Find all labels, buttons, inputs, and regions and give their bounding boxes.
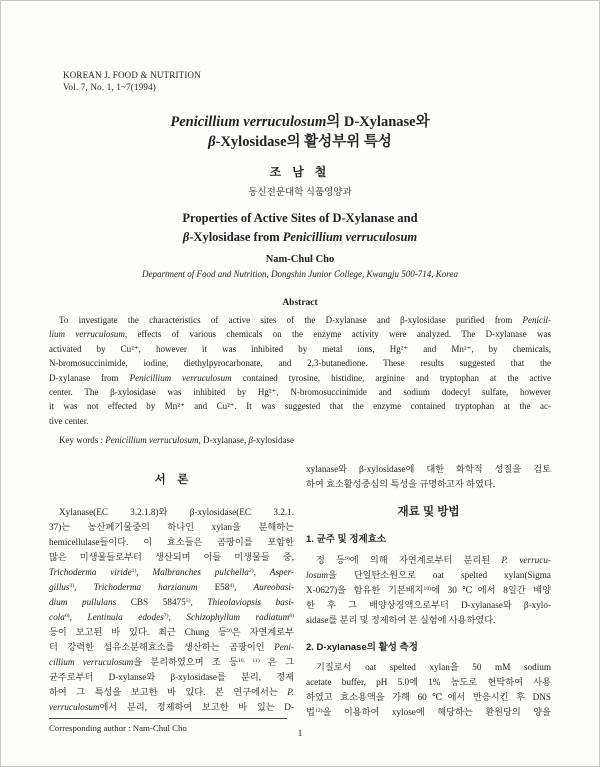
text-line: 한 후 그 배양상징액으로부터 D-xylanase와 β-xylo- xyxy=(306,599,551,610)
page-number: 1 xyxy=(297,729,303,739)
abstract-heading: Abstract xyxy=(282,298,318,308)
abstract-text xyxy=(49,313,551,428)
text-line: xylanase와 β-xylosidase에 대한 화학적 성질을 검토 xyxy=(306,463,551,474)
text-line: 정 등$^{9)}$에 의해 자연계로부터 분리된 P. verrucu- xyxy=(316,554,551,565)
page-content xyxy=(49,112,551,734)
text-line: D-xylanase from Penicillium verruculosum contained tyrosine, histidine, arginine and tryptophan at the active xyxy=(49,372,551,383)
text-line: Key words : Penicillium verruculosum, D-xylanase, β-xylosidase xyxy=(59,435,294,446)
text-line: cillium verruculosum을 분리하였으며 조 등$^{10, 11)}$ 은 그 xyxy=(49,656,294,667)
text-line: activated by Cu²⁺, however it was inhibited by metal ions, Hg²⁺ and Mn²⁺, by chemicals, xyxy=(49,343,551,354)
text-line: 하였고 효소용액을 가해 60℃에서 반응시킨 후 DNS xyxy=(306,691,551,702)
journal-header xyxy=(1,1,599,93)
text-line: dium pullulans CBS 58475$^{5)}$, Thieolaviopsis basi- xyxy=(49,596,294,607)
article-title-english xyxy=(49,209,551,247)
article-title-korean xyxy=(49,112,551,152)
subsection-2-heading: 2. D-xylanase의 활성 측정 xyxy=(306,641,418,653)
text-line: it was not effected by Mn²⁺ and Cu²⁺. It was suggested that the enzyme contained tryptophan at the ac- xyxy=(49,401,551,412)
text-line: 기질로서 oat spelted xylan을 50 mM sodium xyxy=(316,661,551,672)
text-line: 법$^{12)}$을 이용하여 xylose에 해당하는 환원당의 양을 xyxy=(306,706,551,717)
subsection-2-paragraph xyxy=(306,660,551,720)
affiliation-english: Department of Food and Nutrition, Dongshin Junior College, Kwangju 500-714, Korea xyxy=(142,269,458,279)
text-line: 터 강력한 섬유소분해효소를 생산하는 곰팡이인 Peni- xyxy=(49,641,294,652)
text-line: 등이 보고된 바 있다. 최근 Chung 등$^{9)}$은 자연계로부 xyxy=(49,626,294,637)
text-line: hemicellulase들이다. 이 효소들은 곰팡이를 포함한 xyxy=(49,536,294,547)
corresponding-author-note: Corresponding author : Nam-Chul Cho xyxy=(49,722,187,733)
article-title-korean-line1: Penicillium verruculosum의 D-Xylanase와 xyxy=(170,114,430,130)
section-heading-introduction: 서 론 xyxy=(154,473,189,486)
subsection-1-paragraph xyxy=(306,553,551,628)
right-column xyxy=(306,462,551,734)
text-line: 많은 미생물들로부터 생산되며 이들 미생물들 중, xyxy=(49,551,294,562)
two-column-body xyxy=(49,462,551,734)
introduction-paragraph xyxy=(49,505,294,715)
text-line: 균주로부터 D-xylanse와 β-xylosidase를 분리, 정제 xyxy=(49,671,294,682)
section-heading-materials-methods: 재료 및 방법 xyxy=(397,505,460,518)
introduction-continued-paragraph xyxy=(306,462,551,492)
text-line: N-bromosuccinimide, iodine, diethylpyrocarbonate, and 2,3-butanedione. These results suggested that the xyxy=(49,358,551,369)
text-line: 하여 그 특성을 보고한 바 있다. 본 연구에서는 P. xyxy=(49,686,294,697)
keywords-line xyxy=(49,433,551,447)
text-line: 37)는 농산폐기물중의 하나인 xylan을 분해하는 xyxy=(49,521,294,532)
text-line: cola$^{6)}$, Lentinula edodes$^{7)}$, Schizophyllum radiatum$^{8)}$ xyxy=(49,611,294,622)
text-line: tive center. xyxy=(49,415,89,426)
author-korean: 조 남 철 xyxy=(269,165,331,179)
text-line: center. The β-xylosidase was inhibited by Hg²⁺, N-bromosuccinimide and sodium dodecyl sulfate, however xyxy=(49,387,551,398)
text-line: losum을 단일탄소원으로 oat spelted xylan(Sigma xyxy=(306,569,551,580)
affiliation-korean: 동신전문대학 식품영양과 xyxy=(248,188,352,198)
text-line: To investigate the characteristics of active sites of the D-xylanase and β-xylosidase purified from Penicil- xyxy=(59,315,551,325)
author-english: Nam-Chul Cho xyxy=(265,254,335,265)
journal-name: KOREAN J. FOOD & NUTRITION xyxy=(63,70,201,80)
article-title-english-line1: Properties of Active Sites of D-Xylanase and xyxy=(182,211,418,225)
text-line: gillus$^{3)}$, Trichoderma harzianum E58$^{4)}$, Aureobasi- xyxy=(49,581,295,592)
text-line: acetate buffer, pH 5.0에 1% 농도로 현탁하여 사용 xyxy=(306,676,551,687)
text-line: X-0627)을 함유한 기본배지$^{10)}$에 30℃에서 8일간 배양 xyxy=(306,584,551,595)
text-line: Trichoderma viride$^{1)}$, Malbranches pulchella$^{2)}$, Asper- xyxy=(49,566,295,577)
text-line: lium verruculosum, effects of various chemicals on the enzyme activity were analyzed. The D-xylanase was xyxy=(49,329,551,340)
article-title-english-line2: β-Xylosidase from Penicillium verruculosum xyxy=(182,230,418,244)
subsection-1-heading: 1. 균주 및 정제효소 xyxy=(306,533,387,545)
text-line: Xylanase(EC 3.2.1.8)와 β-xylosidase(EC 3.2.1. xyxy=(59,506,294,517)
text-line: sidase를 분리 및 정제하여 본 실험에 사용하였다. xyxy=(306,614,496,625)
text-line: 하여 효소활성중심의 특성을 규명하고자 하였다. xyxy=(306,478,495,489)
text-line: verruculosum에서 분리, 정제하여 보고한 바 있는 D- xyxy=(49,701,294,712)
article-title-korean-line2: β-Xylosidase의 활성부위 특성 xyxy=(208,134,392,150)
journal-issue: Vol. 7, No. 1, 1~7(1994) xyxy=(63,81,157,92)
footnote-rule xyxy=(49,718,287,719)
left-column xyxy=(49,462,294,734)
